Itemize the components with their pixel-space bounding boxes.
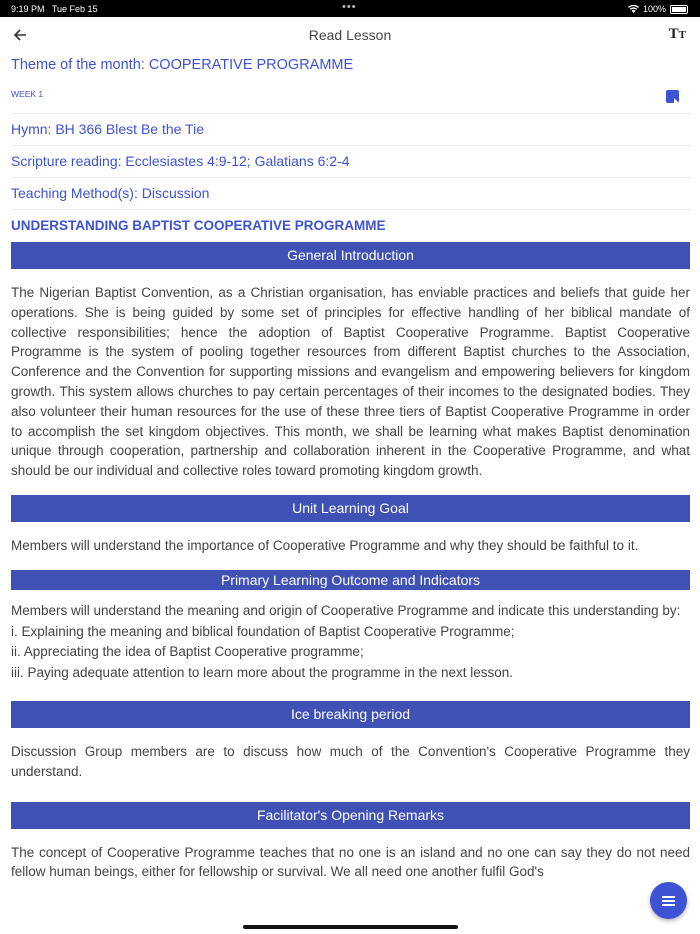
- multitasking-dots-icon[interactable]: •••: [342, 1, 357, 13]
- list-item: ii. Appreciating the idea of Baptist Cooperative programme;: [11, 644, 364, 660]
- theme-of-month: Theme of the month: COOPERATIVE PROGRAMME: [11, 57, 354, 73]
- page-title: Read Lesson: [308, 27, 392, 43]
- section-body: Members will understand the importance of Cooperative Programme and why they should be faithful to it.: [11, 537, 639, 553]
- section-body: Discussion Group members are to discuss how much of the Convention's Cooperative Programme they understand.: [11, 743, 690, 779]
- menu-icon: [662, 896, 675, 898]
- app-bar: [0, 17, 700, 55]
- menu-icon-line: [662, 904, 675, 906]
- week-label: WEEK 1: [11, 89, 44, 99]
- menu-fab-button[interactable]: [650, 882, 687, 919]
- note-icon[interactable]: [666, 90, 679, 103]
- scripture-reading: Scripture reading: Ecclesiastes 4:9-12; Galatians 6:2-4: [11, 146, 690, 178]
- hymn: Hymn: BH 366 Blest Be the Tie: [11, 114, 690, 146]
- list-item: i. Explaining the meaning and biblical foundation of Baptist Cooperative Programme;: [11, 623, 515, 639]
- section-body: The concept of Cooperative Programme teaches that no one is an island and no one can say they do not need fellow human beings, either for fellowship or survival. We all need one another fulfil God's: [11, 844, 690, 880]
- section-heading: Ice breaking period: [11, 701, 690, 728]
- lesson-content: [11, 55, 690, 896]
- week-row: [11, 77, 690, 114]
- section-body: [11, 601, 690, 683]
- wifi-icon: [628, 5, 639, 13]
- teaching-method: Teaching Method(s): Discussion: [11, 178, 690, 210]
- status-bar: [0, 0, 700, 17]
- list-item: iii. Paying adequate attention to learn more about the programme in the next lesson.: [11, 665, 514, 681]
- section-body: The Nigerian Baptist Convention, as a Christian organisation, has enviable practices and beliefs that guide her operations. She is being guided by some set of principles for effective handling of her biblical mandate of collective responsibilities; hence the adoption of Baptist Cooperative Programme. Baptist Cooperative Programme is the system of pooling together resources from different Baptist churches to the Association, Conference and the Convention for supporting missions and evangelism and empowering believers for kingdom growth. This system allows churches to pay certain percentages of their incomes to the designated bodies. They also volunteer their human resources for the use of these three tiers of Baptist Cooperative Programme in order to accomplish the set kingdom objectives. This month, we shall be learning what makes Baptist denomination unique through cooperation, partnership and collaboration inherent in the Cooperative Programme, and what should be our individual and collective roles toward promoting kingdom growth.: [11, 285, 690, 479]
- status-right: [628, 4, 688, 14]
- lesson-title: UNDERSTANDING BAPTIST COOPERATIVE PROGRAMME: [11, 218, 386, 233]
- status-time-date: 9:19 PM Tue Feb 15: [11, 4, 98, 14]
- section-heading: Facilitator's Opening Remarks: [11, 802, 690, 829]
- font-size-icon[interactable]: TT: [668, 26, 686, 42]
- section-heading: Primary Learning Outcome and Indicators: [11, 570, 690, 590]
- menu-icon-line: [662, 900, 675, 902]
- battery-icon: [670, 5, 688, 14]
- home-indicator[interactable]: [243, 925, 458, 929]
- section-heading: General Introduction: [11, 242, 690, 269]
- section-body-text: Members will understand the meaning and origin of Cooperative Programme and indicate this understanding by:: [11, 602, 681, 618]
- section-heading: Unit Learning Goal: [11, 495, 690, 522]
- battery-percent: 100%: [642, 4, 666, 14]
